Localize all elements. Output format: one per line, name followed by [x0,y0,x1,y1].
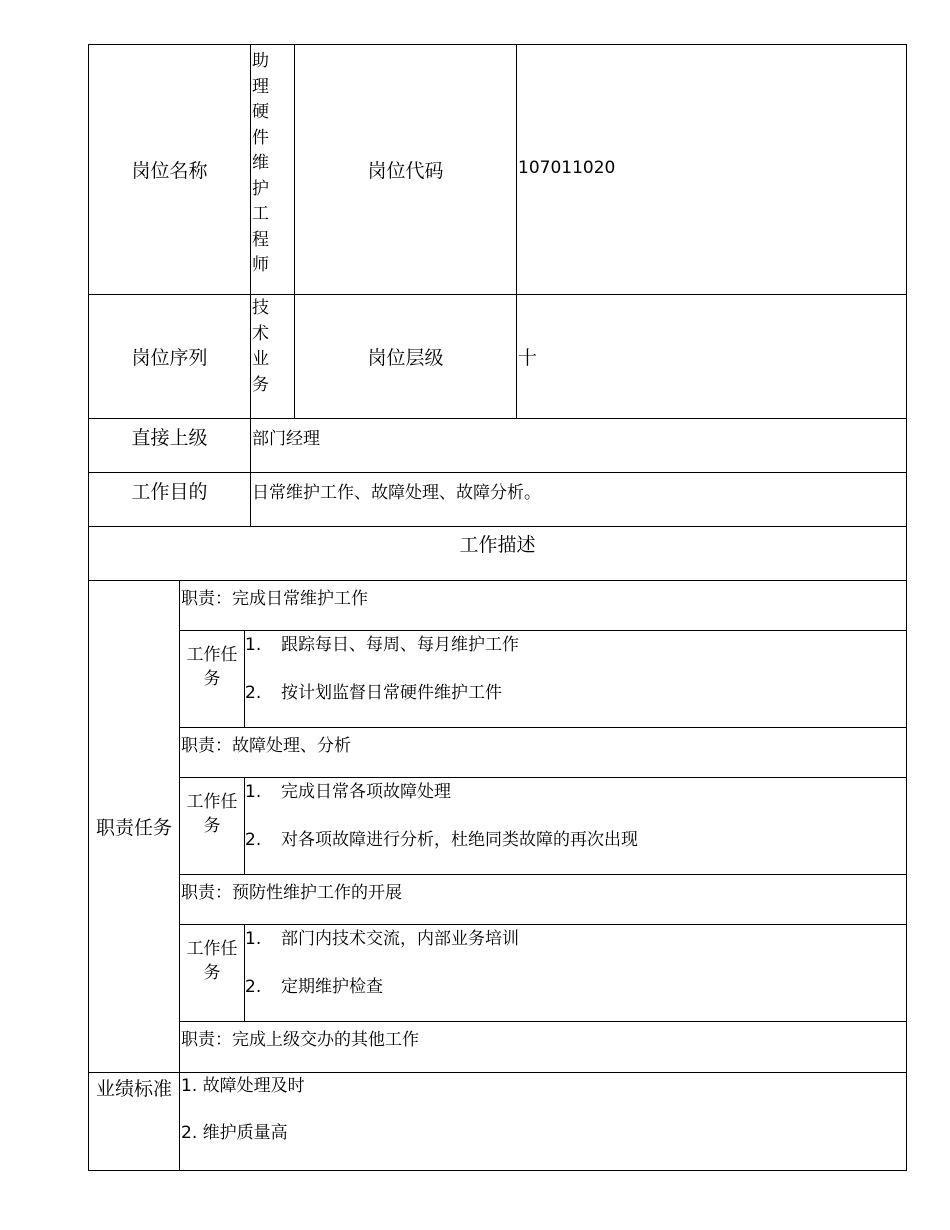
task-text: 部门内技术交流，内部业务培训 [281,929,519,949]
task-number: 1. [245,782,262,802]
duty-title: 职责：完成日常维护工作 [181,589,368,609]
task-row [180,925,906,1022]
task-item [245,826,906,874]
position-name-value: 助理硬件维护工程师 [252,51,269,275]
sequence-label: 岗位序列 [89,295,251,418]
duties-label: 职责任务 [89,581,180,1072]
job-description-table [88,44,907,1171]
task-item [245,778,906,826]
task-item [245,925,906,973]
duty-title: 职责：预防性维护工作的开展 [181,883,402,903]
duty-row [180,875,906,925]
sequence-value: 技术业务 [252,298,269,395]
task-text: 对各项故障进行分析，杜绝同类故障的再次出现 [281,830,638,850]
task-item [245,679,906,727]
task-label: 工作任务 [180,778,245,874]
task-number: 2. [245,977,262,997]
task-text: 按计划监督日常硬件维护工件 [281,683,502,703]
superior-label: 直接上级 [89,419,251,472]
performance-item: 1. 故障处理及时 [181,1076,305,1096]
performance-label: 业绩标准 [89,1073,180,1170]
task-row [180,631,906,728]
task-label: 工作任务 [180,925,245,1021]
duty-row [180,1022,906,1073]
purpose-value: 日常维护工作、故障处理、故障分析。 [252,483,541,503]
duty-row [180,581,906,631]
duty-title: 职责：故障处理、分析 [181,736,351,756]
performance-list [180,1073,906,1170]
row-superior [89,419,906,473]
position-name-cell [251,45,295,294]
job-description-sheet [88,44,907,1171]
position-code-label: 岗位代码 [295,45,517,294]
position-name-label: 岗位名称 [89,45,251,294]
task-list [245,925,906,1021]
position-code-value: 107011020 [518,157,616,178]
task-label: 工作任务 [180,631,245,727]
task-text: 跟踪每日、每周、每月维护工作 [281,635,519,655]
duties-content [180,581,906,1072]
row-position-name [89,45,906,295]
task-item [245,631,906,679]
row-description-title [89,527,906,581]
superior-value: 部门经理 [252,429,320,449]
row-purpose [89,473,906,527]
position-code-cell [517,45,906,294]
level-label: 岗位层级 [295,295,517,418]
task-number: 1. [245,929,262,949]
duty-title: 职责：完成上级交办的其他工作 [181,1030,419,1050]
task-item [245,973,906,1021]
task-list [245,778,906,874]
task-list [245,631,906,727]
level-value: 十 [518,347,538,369]
row-performance [89,1073,906,1170]
task-row [180,778,906,875]
row-sequence [89,295,906,419]
duty-row [180,728,906,778]
level-cell [517,295,906,418]
task-number: 2. [245,830,262,850]
description-title: 工作描述 [459,534,536,556]
row-duties [89,581,906,1073]
performance-item: 2. 维护质量高 [181,1123,288,1143]
task-number: 1. [245,635,262,655]
task-number: 2. [245,683,262,703]
purpose-label: 工作目的 [89,473,251,526]
task-text: 定期维护检查 [281,977,383,997]
task-text: 完成日常各项故障处理 [281,782,451,802]
sequence-cell [251,295,295,418]
